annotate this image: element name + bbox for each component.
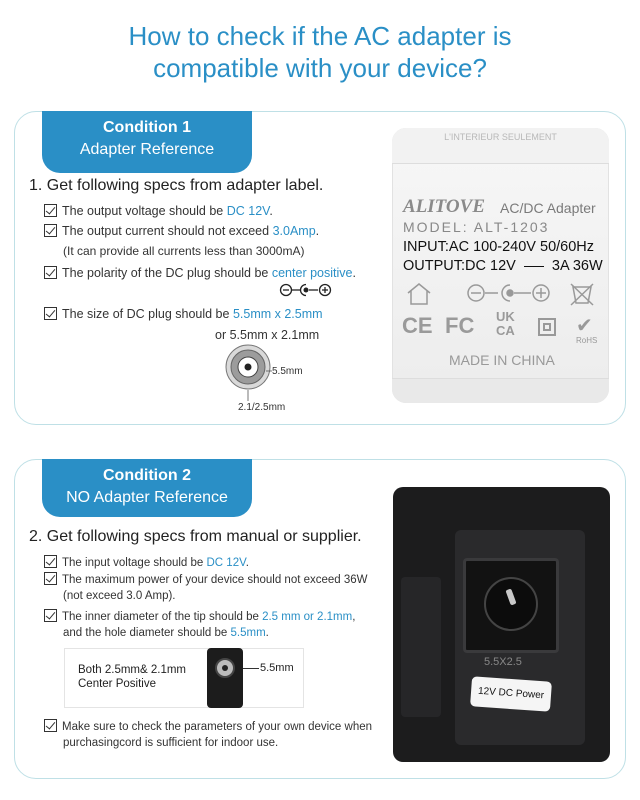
condition-1-tab bbox=[42, 111, 252, 173]
plug-box-line-2: Center Positive bbox=[78, 678, 156, 690]
plug-jack-image bbox=[207, 648, 243, 708]
plug-outer-label: 5.5mm bbox=[272, 366, 303, 377]
title-line-1: How to check if the AC adapter is bbox=[128, 21, 512, 51]
ce-mark: CE bbox=[402, 313, 433, 338]
check-text-end: . bbox=[352, 266, 356, 280]
title-line-2: compatible with your device? bbox=[153, 53, 487, 83]
last-check-line-2: purchasingcord is sufficient for indoor use. bbox=[63, 737, 279, 749]
plug-box-line-1: Both 2.5mm& 2.1mm bbox=[78, 664, 187, 676]
check-text-end: , bbox=[352, 611, 356, 623]
current-note: (It can provide all currents less than 3000mA) bbox=[63, 244, 305, 258]
step-1-heading: 1. Get following specs from adapter label. bbox=[29, 177, 324, 194]
condition-2-tab bbox=[42, 459, 252, 517]
adapter-bottom-strip bbox=[392, 378, 609, 403]
hole-diameter-line bbox=[63, 627, 269, 639]
check-highlight: 2.5 mm or 2.1mm bbox=[262, 611, 353, 623]
plug-size-label: 5.5mm bbox=[260, 662, 294, 674]
adapter-top-text: L'INTERIEUR SEULEMENT bbox=[444, 132, 557, 142]
condition-2-label: Condition 2 bbox=[103, 467, 191, 484]
checkbox-checked-icon bbox=[44, 266, 57, 279]
adapter-brand-logo: ALITOVE bbox=[403, 196, 486, 217]
step-2-heading: 2. Get following specs from manual or supplier. bbox=[29, 528, 362, 545]
adapter-symbols bbox=[405, 281, 603, 307]
adapter-output-label: OUTPUT:DC 12V bbox=[403, 258, 516, 274]
adapter-model: MODEL: ALT-1203 bbox=[403, 219, 550, 235]
check-text-end: . bbox=[315, 224, 320, 238]
check-row bbox=[44, 572, 368, 588]
check-row bbox=[44, 306, 323, 322]
checkbox-checked-icon bbox=[44, 609, 57, 622]
photo-jack-frame bbox=[463, 558, 559, 653]
photo-side-panel bbox=[401, 577, 441, 717]
check-row bbox=[44, 223, 319, 239]
hole-highlight: 5.5mm bbox=[230, 627, 266, 639]
amp-note: (not exceed 3.0 Amp). bbox=[63, 590, 176, 602]
adapter-output-rating: 3A 36W bbox=[551, 258, 603, 274]
hole-text: and the hole diameter should be bbox=[63, 627, 231, 639]
check-text: The output current should not exceed bbox=[62, 224, 273, 238]
check-row bbox=[44, 203, 273, 219]
checkbox-checked-icon bbox=[44, 555, 57, 568]
check-text-end: . bbox=[269, 204, 273, 218]
check-text-end: . bbox=[245, 557, 249, 569]
check-highlight: 3.0Amp bbox=[272, 224, 316, 238]
checkbox-checked-icon bbox=[44, 572, 57, 585]
check-text: The input voltage should be bbox=[62, 557, 207, 569]
check-highlight: DC 12V bbox=[206, 557, 246, 569]
check-row bbox=[44, 609, 355, 625]
check-text: Make sure to check the parameters of your own device when bbox=[62, 721, 373, 733]
hole-end: . bbox=[265, 627, 269, 639]
dc-symbol-icon bbox=[524, 266, 544, 267]
alt-plug-size: or 5.5mm x 2.1mm bbox=[215, 328, 320, 342]
jack-center-pin bbox=[505, 588, 516, 605]
fcc-mark: FC bbox=[445, 313, 475, 338]
condition-1-sub: Adapter Reference bbox=[79, 141, 215, 158]
polarity-icon bbox=[279, 283, 333, 297]
check-row bbox=[44, 265, 356, 281]
condition-2-sub: NO Adapter Reference bbox=[66, 489, 228, 506]
check-row bbox=[44, 555, 249, 571]
check-text: The maximum power of your device should not exceed 36W bbox=[62, 574, 368, 586]
double-insulation-icon bbox=[538, 318, 556, 336]
check-text: The inner diameter of the tip should be bbox=[62, 611, 263, 623]
made-in-china: MADE IN CHINA bbox=[449, 352, 555, 368]
adapter-input: INPUT:AC 100-240V 50/60Hz bbox=[403, 239, 595, 255]
page-title bbox=[0, 20, 640, 84]
check-text: The size of DC plug should be bbox=[62, 307, 233, 321]
checkbox-checked-icon bbox=[44, 224, 57, 237]
condition-1-label: Condition 1 bbox=[103, 119, 191, 136]
checkmark-icon: ✔ bbox=[576, 315, 593, 337]
jack-outer-ring bbox=[215, 658, 235, 678]
jack-hole bbox=[484, 577, 538, 631]
check-highlight: center positive bbox=[271, 266, 353, 280]
jack-pin bbox=[222, 665, 228, 671]
plug-inner-label: 2.1/2.5mm bbox=[238, 402, 286, 413]
photo-power-label: 12V DC Power bbox=[470, 676, 552, 712]
check-highlight: DC 12V bbox=[226, 204, 270, 218]
adapter-top-strip bbox=[392, 128, 609, 164]
ukca-mark: UK CA bbox=[496, 309, 515, 338]
plug-size-pointer bbox=[243, 668, 259, 669]
checkbox-checked-icon bbox=[44, 307, 57, 320]
check-highlight: 5.5mm x 2.5mm bbox=[232, 307, 323, 321]
checkbox-checked-icon bbox=[44, 719, 57, 732]
photo-size-mark: 5.5X2.5 bbox=[484, 656, 522, 668]
check-text: The output voltage should be bbox=[62, 204, 227, 218]
adapter-type: AC/DC Adapter bbox=[500, 200, 596, 216]
check-text: The polarity of the DC plug should be bbox=[62, 266, 272, 280]
adapter-output bbox=[403, 258, 603, 274]
checkbox-checked-icon bbox=[44, 204, 57, 217]
check-row bbox=[44, 719, 372, 735]
rohs-mark: RoHS bbox=[576, 336, 598, 345]
